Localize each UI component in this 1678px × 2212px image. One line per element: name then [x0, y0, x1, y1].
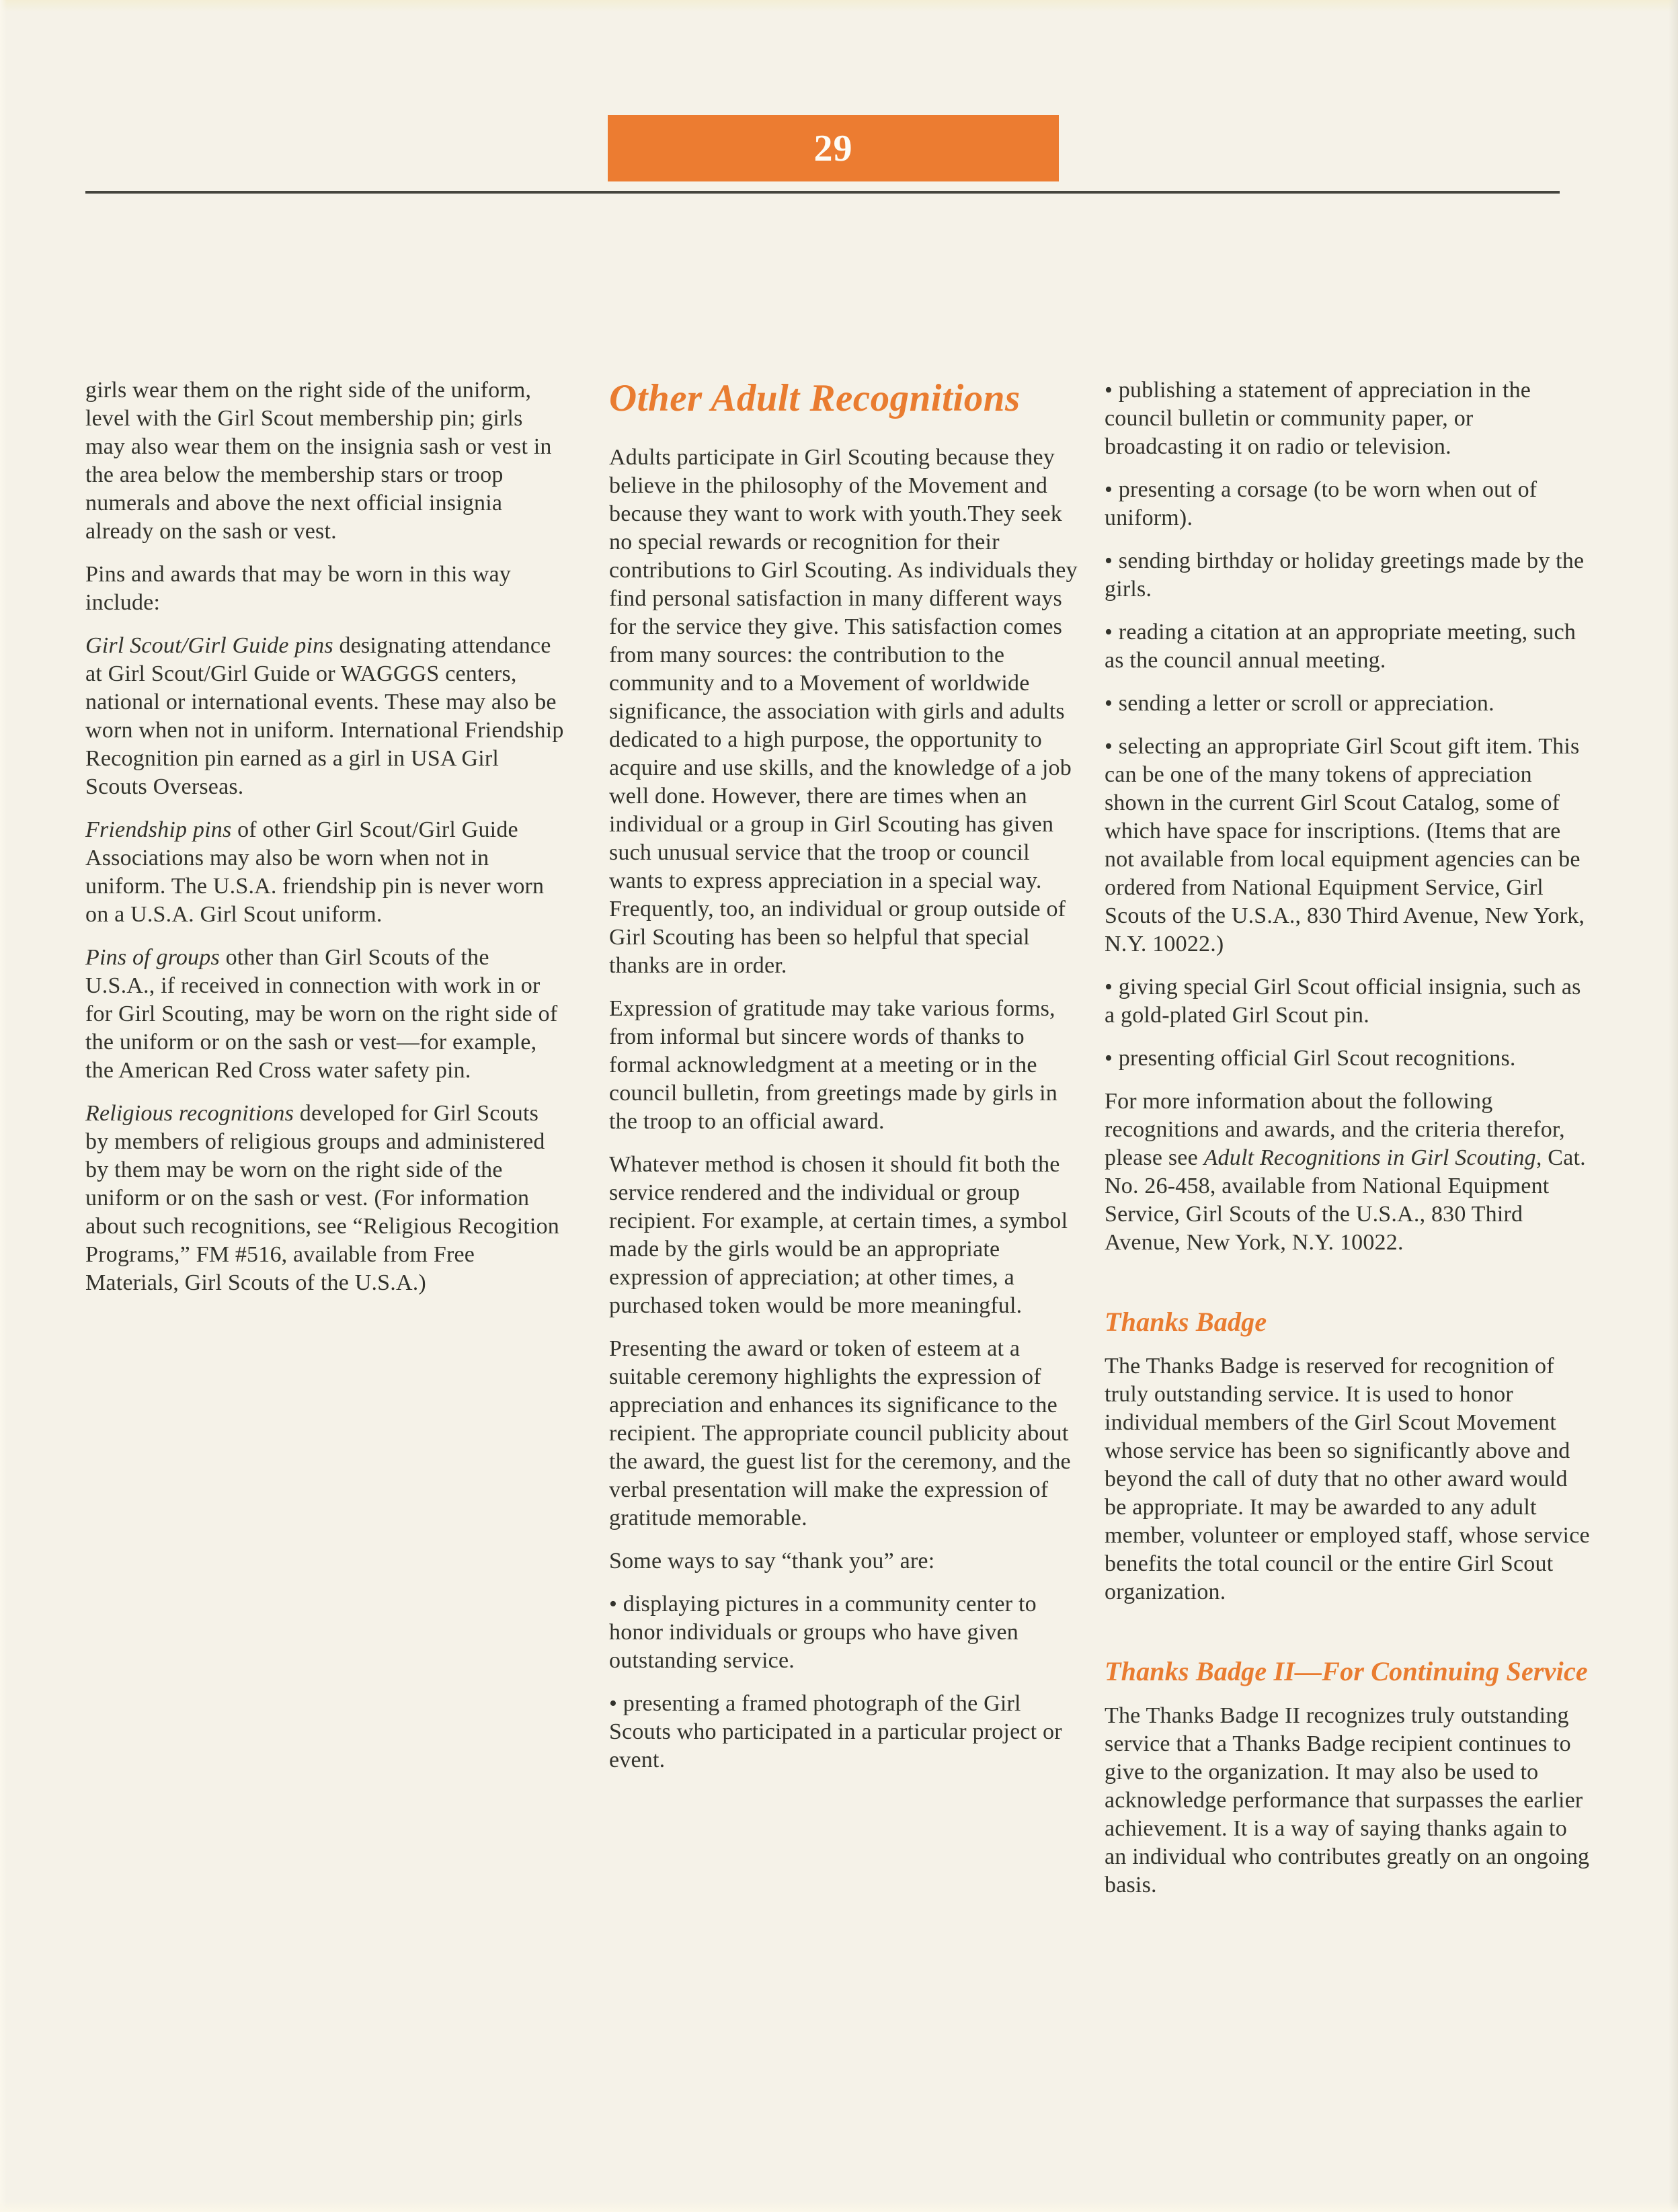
section-heading-other-adult-recognitions: Other Adult Recognitions — [609, 377, 1021, 419]
paragraph-pins-placement: girls wear them on the right side of the uniform, level with the Girl Scout membership pin; girls may also wear them on the insignia sash or vest in the area below the membership stars or troop numerals and above the next official insignia already on the sash or vest. — [85, 378, 552, 544]
left-column — [85, 376, 564, 1312]
bullet-presenting-recognitions: • presenting official Girl Scout recognitions. — [1105, 1046, 1516, 1071]
bullet-publishing-statement: • publishing a statement of appreciation in the council bulletin or community paper, or broadcasting it on radio or television. — [1105, 378, 1531, 459]
bullet-reading-citation: • reading a citation at an appropriate meeting, such as the council annual meeting. — [1105, 620, 1576, 673]
paragraph-expression-of-gratitude: Expression of gratitude may take various forms, from informal but sincere words of thanks to formal acknowledgment at a meeting or in the council bulletin, from greetings made by girls in the troop to an official award. — [609, 996, 1057, 1134]
scan-edge-bottom — [0, 2201, 1678, 2212]
scan-edge-right — [1669, 0, 1678, 2212]
paragraph-whatever-method: Whatever method is chosen it should fit both the service rendered and the individual or group recipient. For example, at certain times, a symbol made by the girls would be an appropriate expression of appreciation; at other times, a purchased token would be more meaningful. — [609, 1152, 1068, 1318]
scan-edge-left — [0, 0, 7, 2212]
paragraph-adults-participate: Adults participate in Girl Scouting because they believe in the philosophy of the Movement and because they want to work with youth.They seek no special rewards or recognition for their contributions to Girl Scouting. As individuals they find personal satisfaction in many different ways for the service they give. This satisfaction comes from many sources: the contribution to the community and to a Movement of worldwide significance, the association with girls and adults dedicated to a high purpose, the opportunity to acquire and use skills, and the knowledge of a job well done. However, there are times when an individual or a group in Girl Scouting has given such unusual service that the troop or council wants to express appreciation in a special way. Frequently, too, an individual or group outside of Girl Scouting has been so helpful that special thanks are in order. — [609, 445, 1078, 978]
right-column — [1105, 376, 1591, 1914]
scan-edge-top — [0, 0, 1678, 12]
middle-column — [609, 376, 1080, 1789]
bullet-framed-photograph: • presenting a framed photograph of the Girl Scouts who participated in a particular project or event. — [609, 1691, 1062, 1772]
paragraph-thanks-badge-ii: The Thanks Badge II recognizes truly outstanding service that a Thanks Badge recipient continues to give to the organization. It may also be used to acknowledge performance that surpasses the earlier achievement. It is a way of saying thanks again to an individual who contributes greatly on an ongoing basis. — [1105, 1703, 1590, 1897]
paragraph-pins-of-groups: Pins of groups other than Girl Scouts of the U.S.A., if received in connection with work in or for Girl Scouting, may be worn on the right side of the uniform or on the sash or vest—for example, the American Red Cross water safety pin. — [85, 945, 558, 1083]
paragraph-presenting-award: Presenting the award or token of esteem at a suitable ceremony highlights the expression of appreciation and enhances its significance to the recipient. The appropriate council publicity about the award, the guest list for the ceremony, and the verbal presentation will make the expression of gratitude memorable. — [609, 1336, 1071, 1530]
bullet-sending-greetings: • sending birthday or holiday greetings made by the girls. — [1105, 548, 1585, 602]
header-divider-rule — [85, 191, 1560, 194]
paragraph-religious-recognitions: Religious recognitions developed for Girl Scouts by members of religious groups and administered by them may be worn on the right side of the uniform or on the sash or vest. (For information about such recognitions, see “Religious Recogition Programs,” FM #516, available from Free Materials, Girl Scouts of the U.S.A.) — [85, 1101, 559, 1295]
page-number: 29 — [813, 127, 853, 169]
paragraph-pins-intro: Pins and awards that may be worn in this way include: — [85, 562, 511, 615]
paragraph-thanks-badge: The Thanks Badge is reserved for recognition of truly outstanding service. It is used to honor individual members of the Girl Scout Movement whose service has been so significantly above and beyond the call of duty that no other award would be appropriate. It may be awarded to any adult member, volunteer or employed staff, whose service benefits the total council or the entire Girl Scout organization. — [1105, 1354, 1590, 1604]
heading-thanks-badge-ii: Thanks Badge II—For Continuing Service — [1105, 1656, 1588, 1686]
bullet-displaying-pictures: • displaying pictures in a community center to honor individuals or groups who have given outstanding service. — [609, 1592, 1037, 1673]
bullet-selecting-gift-item: • selecting an appropriate Girl Scout gift item. This can be one of the many tokens of appreciation shown in the current Girl Scout Catalog, some of which have space for inscriptions. (Items that are not available from local equipment agencies can be ordered from National Equipment Service, Girl Scouts of the U.S.A., 830 Third Avenue, New York, N.Y. 10022.) — [1105, 734, 1585, 956]
bullet-sending-letter: • sending a letter or scroll or appreciation. — [1105, 691, 1494, 716]
paragraph-ways-to-thank-intro: Some ways to say “thank you” are: — [609, 1549, 935, 1573]
bullet-presenting-corsage: • presenting a corsage (to be worn when out of uniform). — [1105, 477, 1537, 530]
bullet-giving-insignia: • giving special Girl Scout official insignia, such as a gold-plated Girl Scout pin. — [1105, 975, 1581, 1028]
heading-thanks-badge: Thanks Badge — [1105, 1307, 1267, 1337]
page-number-bar — [608, 115, 1059, 181]
paragraph-friendship-pins: Friendship pins of other Girl Scout/Girl Guide Associations may also be worn when not in uniform. The U.S.A. friendship pin is never worn on a U.S.A. Girl Scout uniform. — [85, 817, 545, 927]
paragraph-more-information: For more information about the following recognitions and awards, and the criteria therefor, please see Adult Recognitions in Girl Scouting, Cat. No. 26-458, available from National Equipment Service, Girl Scouts of the U.S.A., 830 Third Avenue, New York, N.Y. 10022. — [1105, 1089, 1586, 1255]
paragraph-girl-scout-girl-guide-pins: Girl Scout/Girl Guide pins designating attendance at Girl Scout/Girl Guide or WAGGGS centers, national or international events. These may also be worn when not in uniform. International Friendship Recognition pin earned as a girl in USA Girl Scouts Overseas. — [85, 633, 564, 799]
